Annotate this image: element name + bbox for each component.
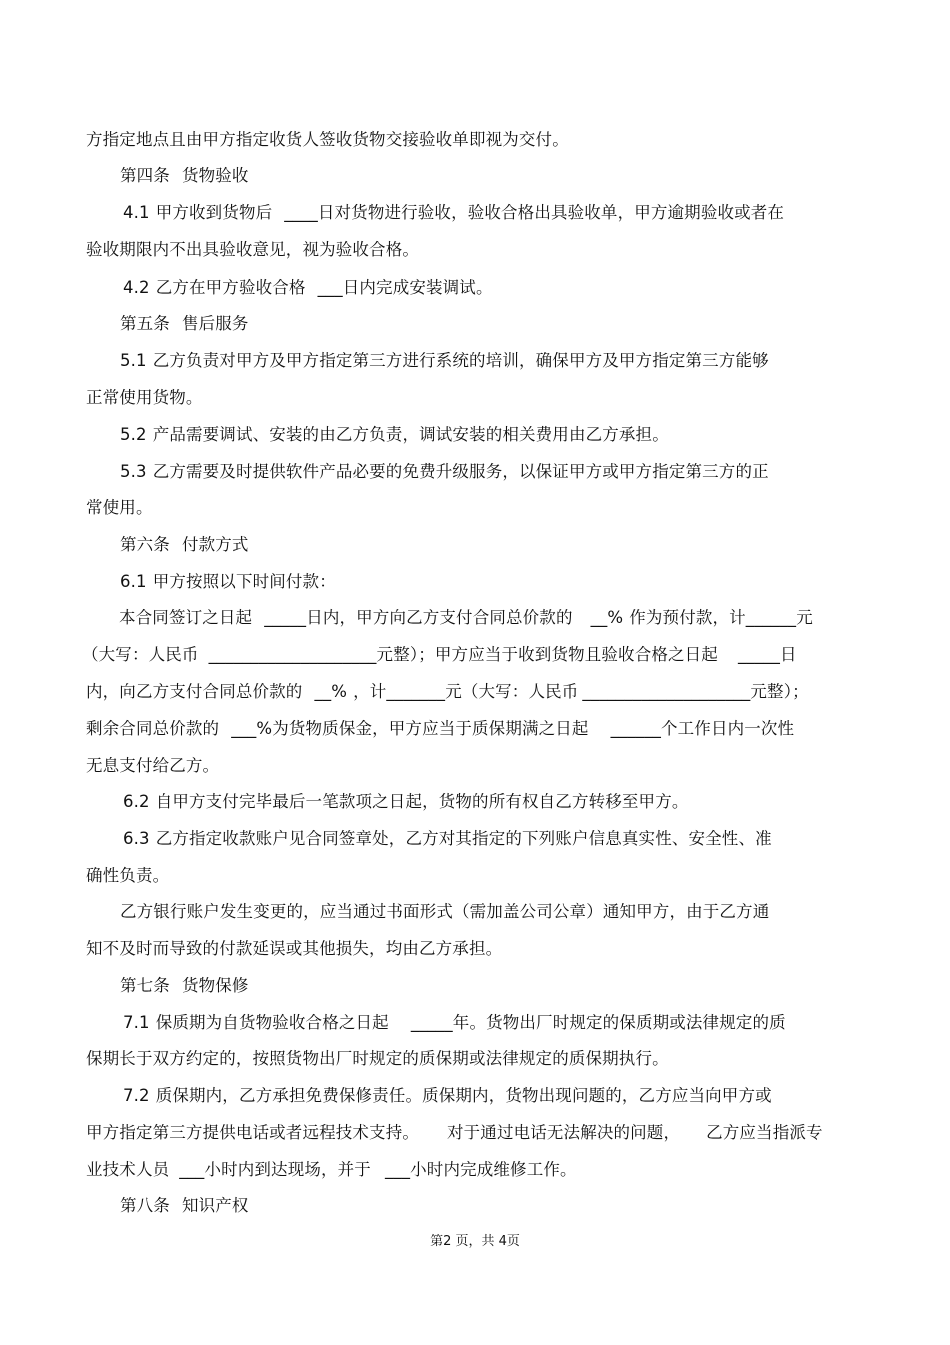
clause-number: 6.3 xyxy=(123,829,150,848)
text-segment: 乙方需要及时提供软件产品必要的免费升级服务，以保证甲方或甲方指定第三方的正 xyxy=(152,462,769,481)
section-heading xyxy=(120,314,249,334)
text-segment: _____日内，甲方向乙方支付合同总价款的 xyxy=(264,608,573,627)
text-segment: （大写：人民币 xyxy=(82,645,199,664)
section-heading xyxy=(120,976,249,996)
text-line xyxy=(86,498,153,518)
clause-number: 4.1 xyxy=(123,203,150,222)
text-segment: 质保期内，乙方承担免费保修责任。质保期内，货物出现问题的，乙方应当向甲方或 xyxy=(155,1086,772,1105)
text-segment: 产品需要调试、安装的由乙方负责，调试安装的相关费用由乙方承担。 xyxy=(152,425,669,444)
clause-number: 5.3 xyxy=(120,462,147,481)
article-title: 售后服务 xyxy=(181,314,249,333)
article-number: 第八条 xyxy=(120,1196,170,1215)
text-line xyxy=(123,1086,772,1106)
clause-number: 6.1 xyxy=(120,572,147,591)
section-heading xyxy=(120,166,249,186)
article-number: 第七条 xyxy=(120,976,170,995)
text-segment: 方指定地点且由甲方指定收货人签收货物交接验收单即视为交付。 xyxy=(86,130,569,149)
text-segment: 保期长于双方约定的，按照货物出厂时规定的质保期或法律规定的质保期执行。 xyxy=(86,1049,669,1068)
text-line xyxy=(120,462,769,482)
text-segment: ___日内完成安装调试。 xyxy=(317,278,493,297)
text-segment: 甲方指定第三方提供电话或者远程技术支持。 xyxy=(86,1123,419,1142)
text-segment: 知不及时而导致的付款延误或其他损失，均由乙方承担。 xyxy=(86,939,503,958)
text-line xyxy=(119,608,813,628)
text-segment: 本合同签订之日起 xyxy=(119,608,253,627)
text-segment: ___小时内完成维修工作。 xyxy=(384,1160,577,1179)
text-segment: ___%为货物质保金，甲方应当于质保期满之日起 xyxy=(231,719,589,738)
text-segment: _____日 xyxy=(737,645,797,664)
text-segment: _____年。货物出厂时规定的保质期或法律规定的质 xyxy=(410,1013,786,1032)
text-line xyxy=(120,425,669,445)
text-line xyxy=(86,682,809,702)
article-title: 货物保修 xyxy=(181,976,249,995)
percent-blank: __% xyxy=(314,682,348,701)
page-number-footer: 第2 页，共 4页 xyxy=(430,1234,520,1249)
section-heading xyxy=(120,535,249,555)
text-segment: 对于通过电话无法解决的问题， xyxy=(447,1123,681,1142)
text-line xyxy=(86,240,419,260)
article-title: 付款方式 xyxy=(181,535,249,554)
text-segment: ______个工作日内一次性 xyxy=(610,719,795,738)
text-segment: 乙方指定收款账户见合同签章处，乙方对其指定的下列账户信息真实性、安全性、准 xyxy=(155,829,772,848)
text-segment: ___小时内到达现场，并于 xyxy=(179,1160,371,1179)
text-segment: 乙方银行账户发生变更的，应当通过书面形式（需加盖公司公章）通知甲方，由于乙方通 xyxy=(120,902,770,921)
text-segment: 正常使用货物。 xyxy=(86,388,203,407)
article-number: 第五条 xyxy=(120,314,170,333)
article-number: 第六条 xyxy=(120,535,170,554)
text-segment: ____日对货物进行验收，验收合格出具验收单，甲方逾期验收或者在 xyxy=(284,203,785,222)
text-segment: 甲方收到货物后 xyxy=(155,203,273,222)
text-line xyxy=(86,130,569,150)
percent-blank: __% xyxy=(590,608,624,627)
text-line xyxy=(120,572,336,592)
text-line xyxy=(86,1123,823,1143)
text-line xyxy=(86,719,794,739)
text-segment: 常使用。 xyxy=(86,498,153,517)
text-segment: ____________________元整）；甲方应当于收到货物且验收合格之日起 xyxy=(208,645,718,664)
text-segment: ____________________元整）； xyxy=(582,682,809,701)
text-segment: 自甲方支付完毕最后一笔款项之日起，货物的所有权自乙方转移至甲方。 xyxy=(155,792,689,811)
text-line xyxy=(123,792,689,812)
text-line xyxy=(120,351,769,371)
text-segment: ，计_______元（大写：人民币 xyxy=(353,682,579,701)
text-line xyxy=(123,1013,786,1033)
article-number: 第四条 xyxy=(120,166,170,185)
text-segment: 无息支付给乙方。 xyxy=(86,756,220,775)
clause-number: 7.1 xyxy=(123,1013,150,1032)
section-heading xyxy=(120,1196,249,1216)
text-segment: 剩余合同总价款的 xyxy=(86,719,220,738)
text-segment: 乙方应当指派专 xyxy=(706,1123,823,1142)
text-segment: 内，向乙方支付合同总价款的 xyxy=(86,682,303,701)
text-segment: 乙方在甲方验收合格 xyxy=(155,278,306,297)
text-segment: 业技术人员 xyxy=(86,1160,170,1179)
clause-number: 5.1 xyxy=(120,351,147,370)
clause-number: 7.2 xyxy=(123,1086,150,1105)
clause-number: 4.2 xyxy=(123,278,150,297)
text-line xyxy=(123,203,784,223)
text-line xyxy=(86,388,203,408)
text-segment: 甲方按照以下时间付款： xyxy=(152,572,336,591)
article-title: 知识产权 xyxy=(181,1196,249,1215)
clause-number: 6.2 xyxy=(123,792,150,811)
text-line xyxy=(86,1160,577,1180)
text-segment: 保质期为自货物验收合格之日起 xyxy=(155,1013,389,1032)
text-line xyxy=(123,278,493,298)
text-line xyxy=(86,866,169,886)
text-segment: 验收期限内不出具验收意见，视为验收合格。 xyxy=(86,240,419,259)
text-segment: 作为预付款，计______元 xyxy=(629,608,813,627)
clause-number: 5.2 xyxy=(120,425,147,444)
text-line xyxy=(123,829,772,849)
text-line xyxy=(86,756,219,776)
article-title: 货物验收 xyxy=(181,166,249,185)
text-segment: 确性负责。 xyxy=(86,866,170,885)
text-line xyxy=(82,645,797,665)
text-line xyxy=(86,1049,669,1069)
text-line xyxy=(86,939,502,959)
text-segment: 乙方负责对甲方及甲方指定第三方进行系统的培训，确保甲方及甲方指定第三方能够 xyxy=(152,351,769,370)
text-line xyxy=(120,902,769,922)
